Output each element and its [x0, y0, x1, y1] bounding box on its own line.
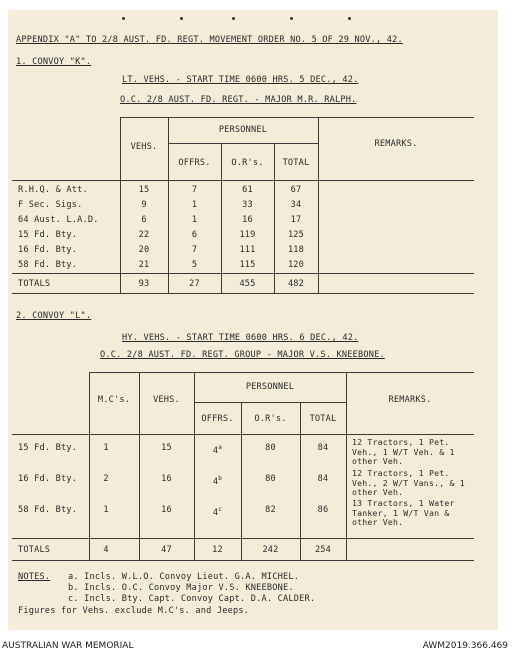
header-ors: O.R's.: [254, 414, 287, 424]
note-ref: a: [218, 444, 223, 451]
convoy-l-heading: 2. CONVOY "L".: [16, 311, 92, 321]
vehs-cell: 9: [141, 200, 147, 210]
offrs-cell: 6: [191, 230, 198, 240]
offrs-cell: 4$^a$: [212, 444, 223, 456]
offrs-cell: 4$^b$: [212, 475, 223, 487]
unit-cell: F Sec. Sigs.: [18, 200, 83, 210]
remarks-cell: 12 Tractors, 1 Pet. Veh., 1 W/T Veh. & 1 other Veh.: [352, 437, 455, 466]
ors-cell: 115: [239, 260, 256, 270]
total-cell: 17: [290, 215, 302, 225]
note-a: a. Incls. W.L.O. Convoy Lieut. G.A. MICHEL.: [68, 572, 300, 582]
totals-label: TOTALS: [18, 545, 51, 555]
archive-name: AUSTRALIAN WAR MEMORIAL: [2, 641, 134, 651]
header-offrs: OFFRS.: [201, 414, 234, 424]
total-cell: 84: [317, 474, 329, 484]
offrs-cell: 7: [191, 245, 198, 255]
mcs-cell: 4: [103, 545, 109, 555]
mcs-cell: 1: [103, 505, 109, 515]
offrs-cell: 5: [191, 260, 198, 270]
total-cell: 482: [287, 279, 305, 289]
convoy-k-oc: O.C. 2/8 AUST. FD. REGT. - MAJOR M.R. RALPH.: [120, 95, 357, 105]
note-figures: Figures for Vehs. exclude M.C's. and Jeeps.: [18, 606, 250, 616]
total-cell: 84: [317, 443, 329, 453]
offrs-cell: 12: [212, 545, 223, 555]
unit-cell: 58 Fd. Bty.: [18, 505, 78, 515]
vehs-cell: 93: [138, 279, 150, 289]
ors-cell: 82: [265, 505, 276, 515]
unit-cell: 16 Fd. Bty.: [18, 474, 78, 484]
document-title: APPENDIX "A" TO 2/8 AUST. FD. REGT. MOVEMENT ORDER NO. 5 OF 29 NOV., 42.: [16, 35, 403, 45]
unit-cell: 16 Fd. Bty.: [18, 245, 78, 255]
header-remarks: REMARKS.: [374, 139, 418, 149]
offrs-cell: 27: [189, 279, 200, 289]
header-vehs: VEHS.: [153, 395, 180, 405]
header-personnel: PERSONNEL: [245, 382, 295, 392]
convoy-k-time: LT. VEHS. - START TIME 0600 HRS. 5 DEC., 42.: [122, 75, 359, 85]
offrs-cell: 4$^c$: [212, 506, 223, 518]
mcs-cell: 1: [103, 443, 109, 453]
total-cell: 86: [317, 505, 329, 515]
remarks-cell: 12 Tractors, 1 Pet. Veh., 2 W/T Vans., & 1 other Veh.: [352, 468, 465, 497]
header-remarks: REMARKS.: [388, 395, 432, 405]
archive-id: AWM2019.366.469: [422, 641, 508, 651]
header-mcs: M.C's.: [97, 395, 131, 405]
unit-cell: R.H.Q. & Att.: [18, 185, 88, 195]
convoy-l-time: HY. VEHS. - START TIME 0600 HRS. 6 DEC., 42.: [122, 333, 359, 343]
total-cell: 120: [287, 260, 305, 270]
total-cell: 118: [287, 245, 305, 255]
vehs-cell: 15: [138, 185, 150, 195]
total-cell: 34: [290, 200, 302, 210]
vehs-cell: 22: [138, 230, 150, 240]
notes-label: NOTES.: [18, 572, 51, 582]
ors-cell: 455: [239, 279, 256, 289]
unit-cell: 64 Aust. L.A.D.: [18, 215, 99, 225]
unit-cell: 58 Fd. Bty.: [18, 260, 78, 270]
header-personnel: PERSONNEL: [218, 125, 268, 135]
vehs-cell: 20: [138, 245, 150, 255]
vehs-cell: 16: [161, 474, 172, 484]
ors-cell: 80: [265, 474, 276, 484]
vehs-cell: 16: [161, 505, 172, 515]
unit-cell: 15 Fd. Bty.: [18, 443, 78, 453]
note-ref: b: [218, 475, 223, 482]
ors-cell: 33: [242, 200, 253, 210]
header-ors: O.R's.: [231, 158, 264, 168]
header-total: TOTAL: [309, 414, 337, 424]
header-vehs: VEHS.: [130, 142, 158, 152]
remarks-cell: 13 Tractors, 1 Water Tanker, 1 W/T Van & other Veh.: [352, 498, 455, 527]
offrs-cell: 1: [191, 215, 198, 225]
note-c: c. Incls. Bty. Capt. Convoy Capt. D.A. CALDER.: [68, 594, 316, 604]
totals-label: TOTALS: [18, 279, 51, 289]
total-cell: 67: [290, 185, 302, 195]
unit-cell: 15 Fd. Bty.: [18, 230, 78, 240]
total-cell: 254: [314, 545, 332, 555]
ors-cell: 242: [262, 545, 279, 555]
header-total: TOTAL: [282, 158, 310, 168]
ors-cell: 61: [242, 185, 253, 195]
ors-cell: 111: [239, 245, 256, 255]
ors-cell: 16: [242, 215, 253, 225]
vehs-cell: 15: [161, 443, 172, 453]
vehs-cell: 6: [141, 215, 147, 225]
offrs-cell: 7: [191, 185, 198, 195]
archive-footer: [0, 638, 512, 653]
note-ref: c: [218, 506, 223, 513]
convoy-k-heading: 1. CONVOY "K".: [16, 57, 92, 67]
ors-cell: 119: [239, 230, 256, 240]
total-cell: 125: [287, 230, 305, 240]
header-offrs: OFFRS.: [178, 158, 211, 168]
offrs-cell: 1: [191, 200, 198, 210]
mcs-cell: 2: [103, 474, 109, 484]
vehs-cell: 47: [161, 545, 172, 555]
note-b: b. Incls. O.C. Convoy Major V.S. KNEEBONE.: [68, 583, 294, 593]
convoy-l-oc: O.C. 2/8 AUST. FD. REGT. GROUP - MAJOR V.S. KNEEBONE.: [100, 350, 385, 360]
ors-cell: 80: [265, 443, 276, 453]
vehs-cell: 21: [138, 260, 150, 270]
